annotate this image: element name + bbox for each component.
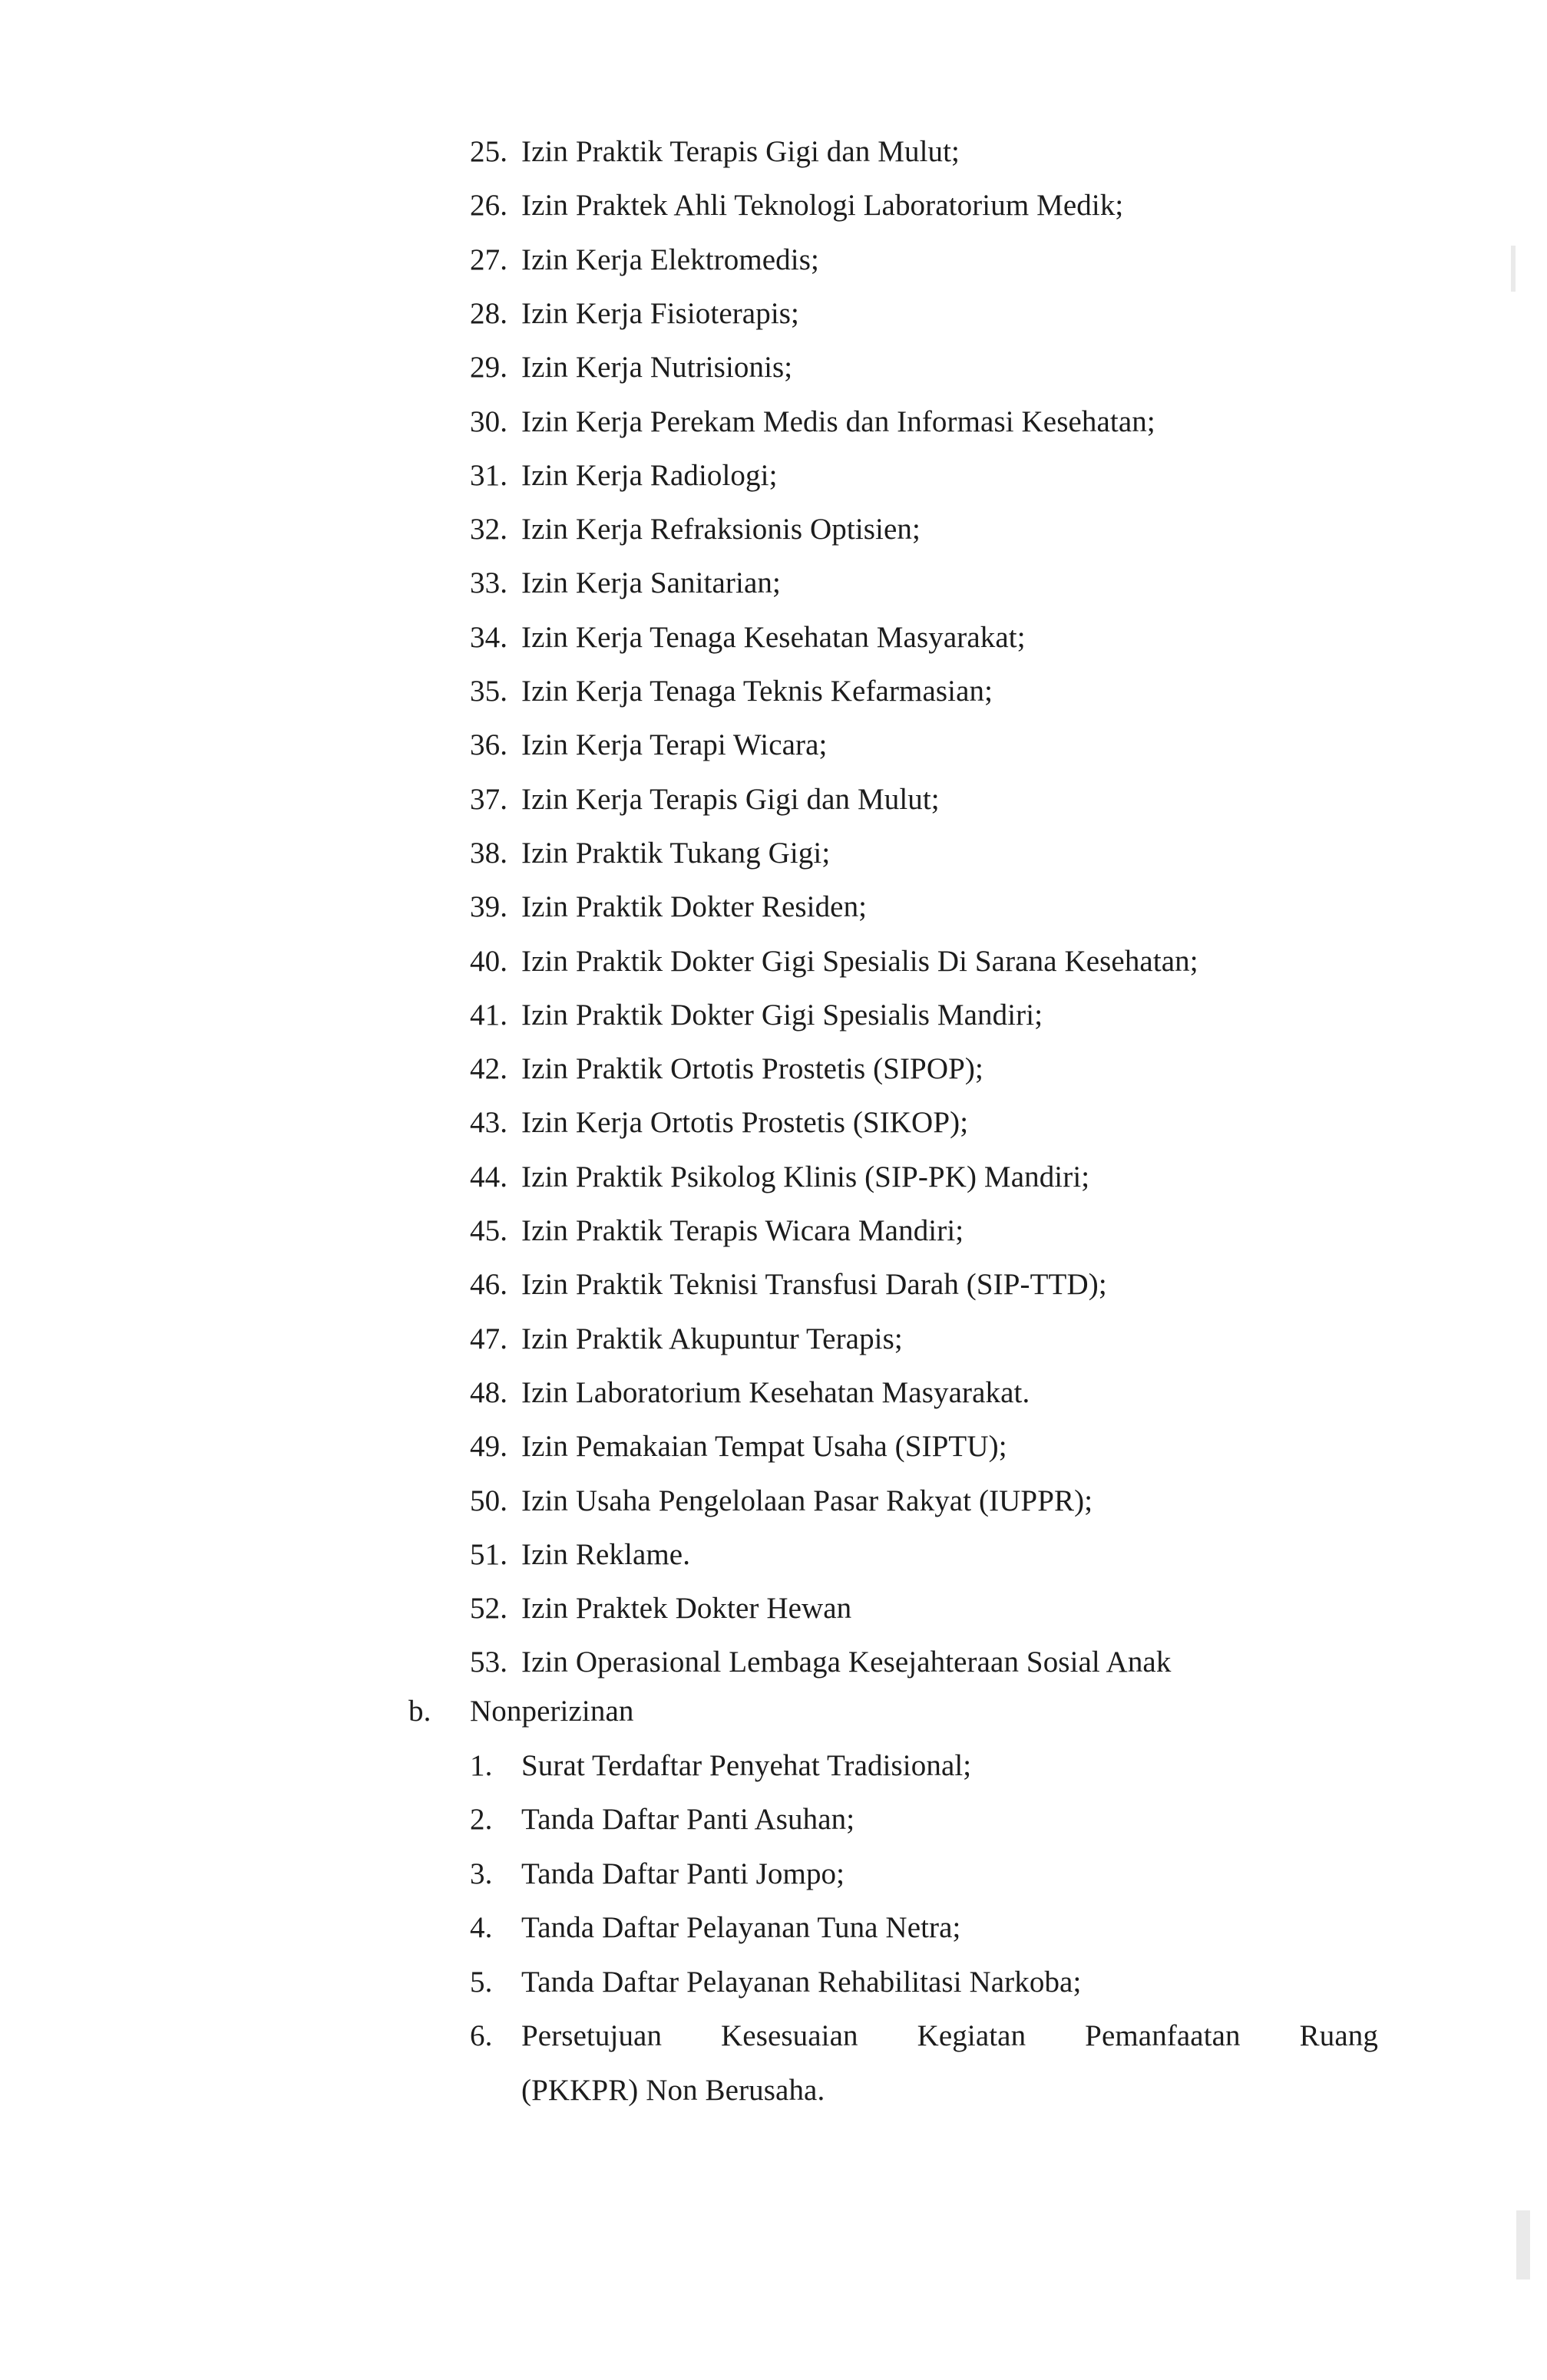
word: Pemanfaatan: [1085, 2019, 1241, 2052]
list-item-text: Izin Kerja Refraksionis Optisien;: [521, 513, 921, 546]
word: Ruang: [1299, 2019, 1378, 2052]
list-item-number: 46.: [470, 1268, 508, 1301]
list-item-number: 48.: [470, 1376, 508, 1409]
section-b-title: Nonperizinan: [470, 1695, 634, 1728]
list-item-number: 25.: [470, 135, 508, 168]
list-item-number: 51.: [470, 1538, 508, 1571]
list-item-text: Izin Usaha Pengelolaan Pasar Rakyat (IUPPR);: [521, 1484, 1093, 1517]
list-item-text: Izin Kerja Terapi Wicara;: [521, 728, 828, 761]
list-item-number: 42.: [470, 1052, 508, 1085]
list-item-text: Izin Praktek Dokter Hewan: [521, 1592, 852, 1625]
word: Kesesuaian: [721, 2019, 858, 2052]
list-item-text: Tanda Daftar Pelayanan Tuna Netra;: [521, 1911, 961, 1944]
scan-artifact: [1511, 246, 1516, 292]
list-item-number: 39.: [470, 890, 508, 923]
list-item-text: Izin Praktik Terapis Gigi dan Mulut;: [521, 135, 960, 168]
list-item-number: 26.: [470, 189, 508, 222]
list-item-number: 45.: [470, 1214, 508, 1247]
list-item-number: 38.: [470, 837, 508, 870]
list-item-text-line2: (PKKPR) Non Berusaha.: [521, 2074, 825, 2107]
list-item-text: Izin Praktik Tukang Gigi;: [521, 837, 831, 870]
list-item-number: 37.: [470, 783, 508, 816]
list-item-number: 41.: [470, 999, 508, 1032]
list-item-text: Izin Kerja Terapis Gigi dan Mulut;: [521, 783, 940, 816]
list-item-number: 33.: [470, 566, 508, 599]
list-item-text: Izin Kerja Fisioterapis;: [521, 297, 799, 330]
list-item-text: Izin Praktik Psikolog Klinis (SIP-PK) Mandiri;: [521, 1160, 1090, 1193]
list-item-number: 44.: [470, 1160, 508, 1193]
list-item-text: Izin Praktik Teknisi Transfusi Darah (SIP-TTD);: [521, 1268, 1107, 1301]
list-item-number: 27.: [470, 243, 508, 276]
list-item-number: 5.: [470, 1966, 493, 1999]
list-item-text: Izin Laboratorium Kesehatan Masyarakat.: [521, 1376, 1030, 1409]
list-item-text: Izin Praktik Akupuntur Terapis;: [521, 1322, 903, 1355]
list-item-text: Izin Praktek Ahli Teknologi Laboratorium Medik;: [521, 189, 1124, 222]
list-item-number: 49.: [470, 1430, 508, 1463]
word: Kegiatan: [917, 2019, 1026, 2052]
list-item-number: 43.: [470, 1106, 508, 1139]
list-item-text: Izin Operasional Lembaga Kesejahteraan Sosial Anak: [521, 1646, 1172, 1679]
list-item-text: Izin Kerja Sanitarian;: [521, 566, 781, 599]
list-item-number: 52.: [470, 1592, 508, 1625]
list-item-number: 47.: [470, 1322, 508, 1355]
list-item-number: 36.: [470, 728, 508, 761]
list-item-number: 4.: [470, 1911, 493, 1944]
word: Persetujuan: [521, 2019, 663, 2052]
list-item-text: Surat Terdaftar Penyehat Tradisional;: [521, 1749, 972, 1782]
list-item-text: Izin Praktik Dokter Gigi Spesialis Mandiri;: [521, 999, 1043, 1032]
list-item-number: 28.: [470, 297, 508, 330]
list-item-text: Izin Pemakaian Tempat Usaha (SIPTU);: [521, 1430, 1007, 1463]
list-item-number: 35.: [470, 675, 508, 708]
list-item-text: Izin Praktik Ortotis Prostetis (SIPOP);: [521, 1052, 983, 1085]
list-item-text: Izin Kerja Ortotis Prostetis (SIKOP);: [521, 1106, 969, 1139]
list-item-number: 40.: [470, 945, 508, 978]
list-item-number: 34.: [470, 621, 508, 654]
list-item-text: Izin Kerja Perekam Medis dan Informasi Kesehatan;: [521, 405, 1155, 438]
list-item-text: Izin Praktik Terapis Wicara Mandiri;: [521, 1214, 964, 1247]
list-item-number: 50.: [470, 1484, 508, 1517]
list-item-text: Izin Kerja Tenaga Kesehatan Masyarakat;: [521, 621, 1026, 654]
list-item-text: Tanda Daftar Pelayanan Rehabilitasi Narkoba;: [521, 1966, 1082, 1999]
list-item-text: Izin Kerja Radiologi;: [521, 459, 778, 492]
list-item-b-6: [0, 2009, 1547, 2063]
list-item-text-line1: [521, 2009, 1378, 2063]
list-item-number: 2.: [470, 1803, 493, 1836]
section-b-letter: b.: [408, 1695, 431, 1728]
list-item-text: Izin Kerja Elektromedis;: [521, 243, 819, 276]
list-item-number: 6.: [470, 2019, 493, 2052]
list-item-text: Izin Praktik Dokter Residen;: [521, 890, 868, 923]
list-item-number: 53.: [470, 1646, 508, 1679]
scan-artifact: [1516, 2210, 1530, 2279]
list-item-text: Tanda Daftar Panti Jompo;: [521, 1857, 845, 1890]
list-item-number: 1.: [470, 1749, 493, 1782]
list-item-text: Izin Kerja Tenaga Teknis Kefarmasian;: [521, 675, 993, 708]
list-item-text: Izin Reklame.: [521, 1538, 691, 1571]
list-item-text: Tanda Daftar Panti Asuhan;: [521, 1803, 855, 1836]
list-item-text: Izin Kerja Nutrisionis;: [521, 351, 793, 384]
list-item-number: 31.: [470, 459, 508, 492]
list-item-number: 32.: [470, 513, 508, 546]
list-item-number: 3.: [470, 1857, 493, 1890]
list-item-text: Izin Praktik Dokter Gigi Spesialis Di Sarana Kesehatan;: [521, 945, 1198, 978]
list-item-number: 30.: [470, 405, 508, 438]
list-item-number: 29.: [470, 351, 508, 384]
